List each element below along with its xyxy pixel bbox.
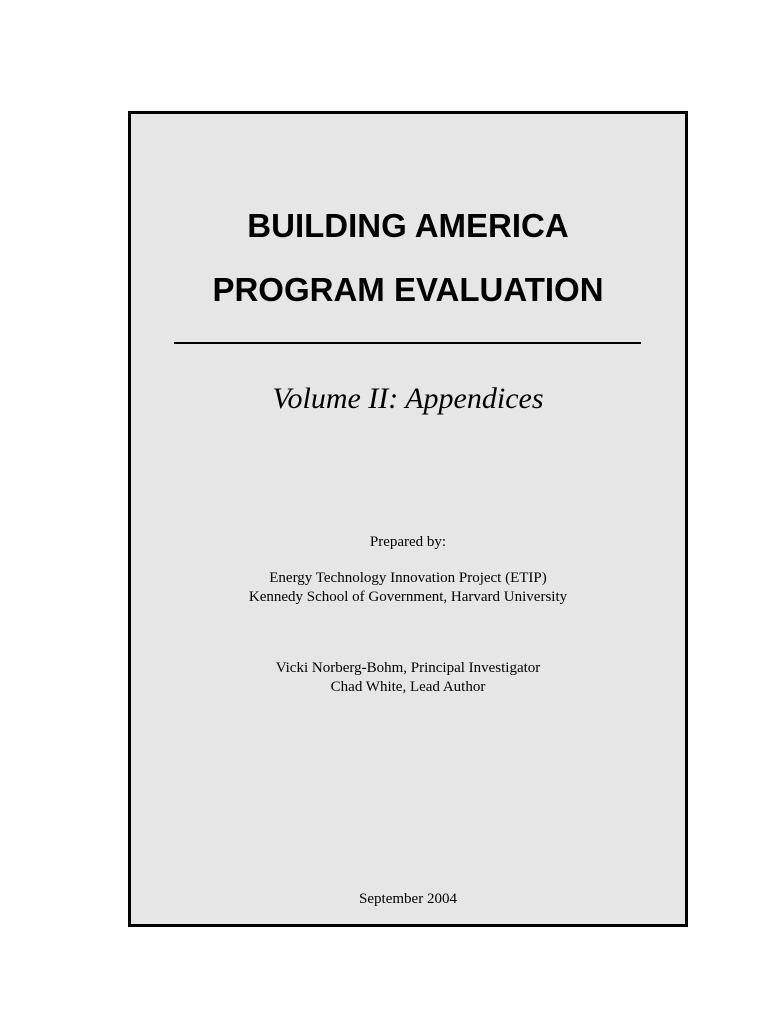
cover-page-frame [128,111,688,927]
title-divider [174,342,641,344]
author-line-1: Vicki Norberg-Bohm, Principal Investigator [275,660,541,676]
volume-subtitle: Volume II: Appendices [272,382,544,415]
author-line-2: Chad White, Lead Author [330,679,486,695]
title-line-2: PROGRAM EVALUATION [212,271,604,308]
publication-date: September 2004 [359,891,457,907]
organization-line-2: Kennedy School of Government, Harvard University [248,589,568,605]
organization-line-1: Energy Technology Innovation Project (ETIP) [269,570,547,586]
title-line-1: BUILDING AMERICA [247,207,569,244]
prepared-by-label: Prepared by: [369,534,447,550]
